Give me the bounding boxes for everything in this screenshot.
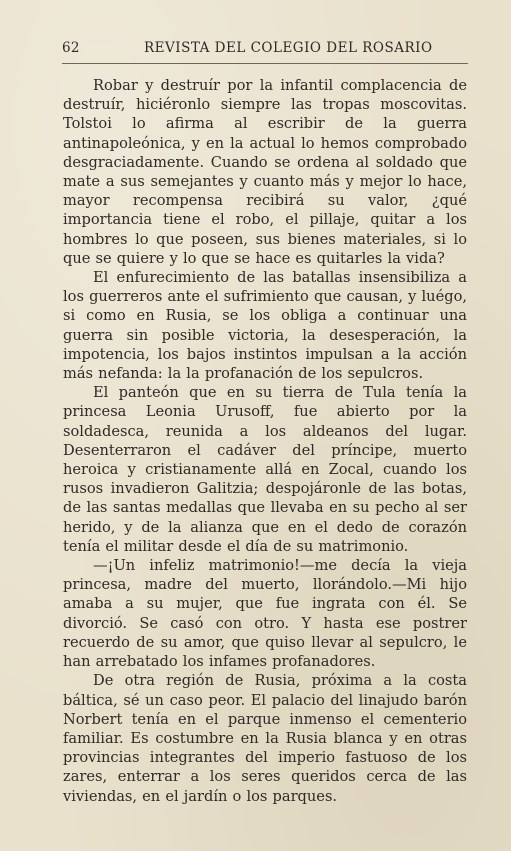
body-text (63, 76, 467, 806)
paragraph: De otra región de Rusia, próxima a la costa báltica, sé un caso peor. El palacio del linajudo barón Norbert tenía en el parque inmenso el cementerio familiar. Es costumbre en la Rusia blanca y en otras provincias integrantes del imperio fastuoso de los zares, enterrar a los seres queridos cerca de las viviendas, en el jardín o los parques. (63, 672, 467, 805)
paragraph: El enfurecimiento de las batallas insensibiliza a los guerreros ante el sufrimiento que causan, y luégo, si como en Rusia, se los obliga a continuar una guerra sin posible victoria, la desesperación, la impotencia, los bajos instintos impulsan a la acción más nefanda: la la profanación de los sepulcros. (63, 269, 467, 383)
paragraph: El panteón que en su tierra de Tula tenía la princesa Leonia Urusoff, fue abierto por la soldadesca, reunida a los aldeanos del lugar. Desenterraron el cadáver del príncipe, muerto heroica y cristianamente allá en Zocal, cuando los rusos invadieron Galitzia; despojáronle de las botas, de las santas medallas que llevaba en su pecho al ser herido, y de la alianza que en el dedo de corazón tenía el militar desde el día de su matrimonio. (63, 384, 467, 555)
header-rule (62, 63, 468, 64)
page-number: 62 (62, 40, 80, 56)
page-header (62, 40, 470, 62)
paragraph: Robar y destruír por la infantil complacencia de destruír, hiciéronlo siempre las tropas moscovitas. Tolstoi lo afirma al escribir de la guerra antinapoleónica, y en la actual lo hemos comprobado desgraciadamente. Cuando se ordena al soldado que mate a sus semejantes y cuanto más y mejor lo hace, mayor recompensa recibirá su valor, ¿qué importancia tiene el robo, el pillaje, quitar a los hombres lo que poseen, sus bienes materiales, si lo que se quiere y lo que se hace es quitarles la vida? (63, 77, 467, 267)
paragraph: —¡Un infeliz matrimonio!—me decía la vieja princesa, madre del muerto, llorándolo.—Mi hijo amaba a su mujer, que fue ingrata con él. Se divorció. Se casó con otro. Y hasta ese postrer recuerdo de su amor, que quiso llevar al sepulcro, le han arrebatado los infames profanadores. (63, 557, 467, 671)
running-title: REVISTA DEL COLEGIO DEL ROSARIO (144, 40, 433, 56)
